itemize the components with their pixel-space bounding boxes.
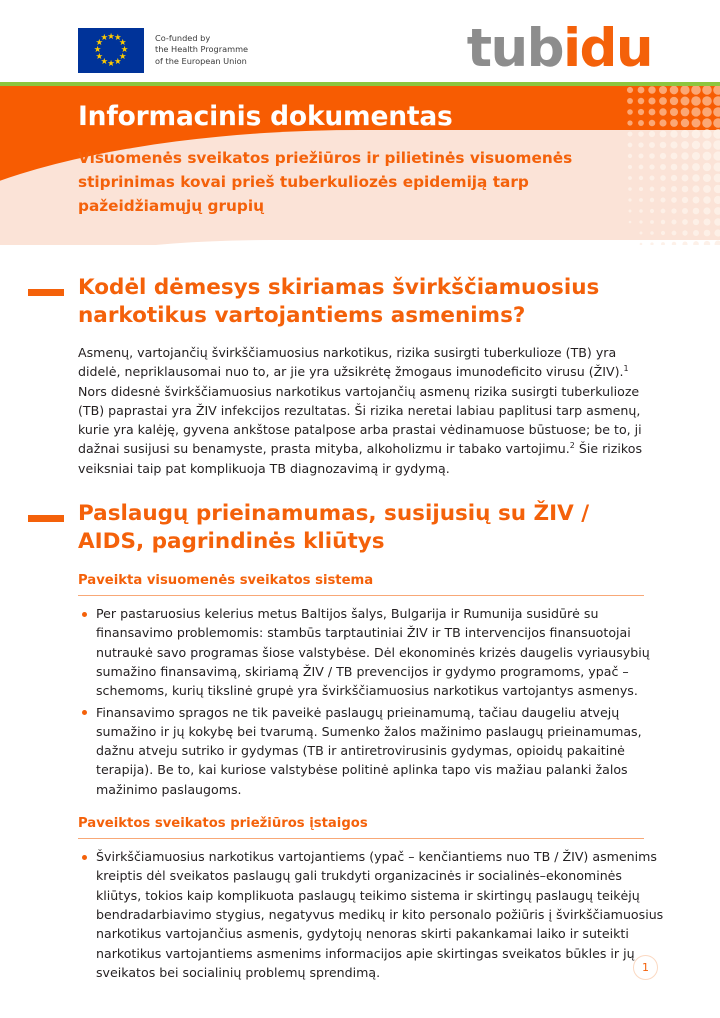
eu-star-icon: ★ xyxy=(113,33,122,44)
list-item xyxy=(0,847,720,982)
eu-caption-line: of the European Union xyxy=(155,55,247,66)
eu-cofunding-caption xyxy=(155,28,248,67)
list-item xyxy=(0,604,720,700)
subsection-healthcare-institutions xyxy=(0,815,720,982)
footnote-marker-1: 1 xyxy=(623,364,629,374)
eu-star-icon: ★ xyxy=(107,58,115,69)
footnote-marker-2: 2 xyxy=(569,441,575,451)
bullet-list xyxy=(0,847,720,982)
bullet-dot-icon xyxy=(82,855,87,860)
subsection-heading: Paveiktos sveikatos priežiūros įstaigos xyxy=(78,816,368,832)
section-service-access-barriers xyxy=(0,500,720,982)
list-item-text: Švirkščiamuosius narkotikus vartojantiems (ypač – kenčiantiems nuo TB / ŽIV) asmenims kreiptis dėl sveikatos paslaugų gali trukdyti organizacinės ir socialinės–ekonominės kliūtys, tokios kaip komplikuota paslaugų teikimo sistema ir skirtingų paslaugų teikėjų bendradarbiavimo stygius, negatyvus medikų ir kito personalo požiūris į švirkščiamuosius narkotikus vartojančius asmenis, gydytojų nenoras skirti pakankamai laiko ir suteikti narkotikus vartojantiems asmenims informacijos apie skirtingas sveikatos būkles ir jų sveikatos bei socialinių problemų sprendimą. xyxy=(96,849,664,980)
eu-cofunding-block xyxy=(78,28,248,73)
list-item-text: Per pastaruosius kelerius metus Baltijos šalys, Bulgarija ir Rumunija susidūrė su finansavimo problemomis: stambūs tarptautiniai ŽIV ir TB intervencijos finansuotojai nutraukė savo programas šiose valstybėse. Dėl ekonominės krizės daugelis vyriausybių sumažino finansavimą, skiriamą ŽIV / TB prevencijos ir gydymo programoms, ypač – schemoms, kurių tikslinė grupė yra švirkščiamuosius narkotikus vartojantys asmenys. xyxy=(96,606,650,699)
banner-orange-block xyxy=(0,86,720,245)
heading-dash-accent xyxy=(28,289,64,296)
eu-star-icon: ★ xyxy=(100,56,109,67)
page-number-badge: 1 xyxy=(633,955,658,980)
subsection-divider xyxy=(78,838,644,839)
tubidu-logo xyxy=(466,18,652,79)
section-why-focus xyxy=(0,274,720,478)
bullet-dot-icon xyxy=(82,612,87,617)
eu-flag-icon xyxy=(78,28,144,73)
main-content xyxy=(0,252,720,984)
list-item-text: Finansavimo spragos ne tik paveikė paslaugų prieinamumą, tačiau daugeliu atvejų sumažino ir jų kokybę bei tvarumą. Sumenko žalos mažinimo paslaugų prieinamumas, dažnu atveju sutriko ir gydymas (TB ir antiretrovirusinis gydymas, opioidų pakaitinė terapija). Be to, kai kuriose valstybėse politinė aplinka tapo vis mažiau palanki žalos mažinimo paslaugoms. xyxy=(96,704,642,797)
section-heading-row xyxy=(0,500,720,556)
document-title: Informacinis dokumentas xyxy=(78,101,453,132)
section-heading: Kodėl dėmesys skiriamas švirkščiamuosius narkotikus vartojantiems asmenims? xyxy=(78,275,600,328)
subsection-public-health-system xyxy=(0,572,720,799)
eu-caption-line: the Health Programme xyxy=(155,44,249,55)
eu-caption-line: Co-funded by xyxy=(155,33,211,43)
bullet-dot-icon xyxy=(82,710,87,715)
eu-star-icon: ★ xyxy=(95,38,104,49)
section-heading: Paslaugų prieinamumas, susijusių su ŽIV / AIDS, pagrindinės kliūtys xyxy=(78,501,590,555)
header-banner xyxy=(0,82,720,245)
bullet-list xyxy=(0,604,720,799)
eu-star-icon: ★ xyxy=(113,56,122,67)
eu-star-icon: ★ xyxy=(120,45,129,55)
eu-star-icon: ★ xyxy=(118,51,127,62)
paragraph-text-part-2: Nors didesnė švirkščiamuosius narkotikus vartojančių asmenų rizika susirgti tuberkulioze (TB) paprastai yra ŽIV infekcijos rezultatas. Ši rizika neretai labiau paplitusi tarp asmenų, kurie yra kalėję, gyvena ankštose patalpose arba prastai vėdinamuose būstuose; be to, ji dažnai susijusi su benamyste, prasta mityba, alkoholizmu ir tabako vartojimu. xyxy=(78,383,642,457)
subsection-heading: Paveikta visuomenės sveikatos sistema xyxy=(78,573,374,589)
tubidu-logo-part-tub: tub xyxy=(466,18,563,79)
eu-star-icon: ★ xyxy=(118,38,127,49)
eu-star-icon: ★ xyxy=(93,45,102,55)
section-paragraph xyxy=(0,343,644,478)
eu-star-icon: ★ xyxy=(100,33,109,44)
eu-star-icon: ★ xyxy=(95,51,104,62)
document-subtitle: Visuomenės sveikatos priežiūros ir pilietinės visuomenės stiprinimas kovai prieš tuberkuliozės epidemiją tarp pažeidžiamųjų grupių xyxy=(78,149,573,215)
subsection-divider xyxy=(78,595,644,596)
list-item xyxy=(0,703,720,799)
tubidu-logo-part-idu: idu xyxy=(562,18,652,79)
heading-dash-accent xyxy=(28,515,64,522)
eu-star-icon: ★ xyxy=(107,31,115,42)
paragraph-text-part-1: Asmenų, vartojančių švirkščiamuosius narkotikus, rizika susirgti tuberkulioze (TB) yra didelė, nepriklausomai nuo to, ar jie yra užsikrėtę žmogaus imunodeficito virusu (ŽIV). xyxy=(78,345,624,380)
paragraph-text-part-3: Šie rizikos veiksniai taip pat komplikuoja TB diagnozavimą ir gydymą. xyxy=(78,441,643,476)
logo-bar xyxy=(0,0,720,80)
section-heading-row xyxy=(0,274,720,330)
